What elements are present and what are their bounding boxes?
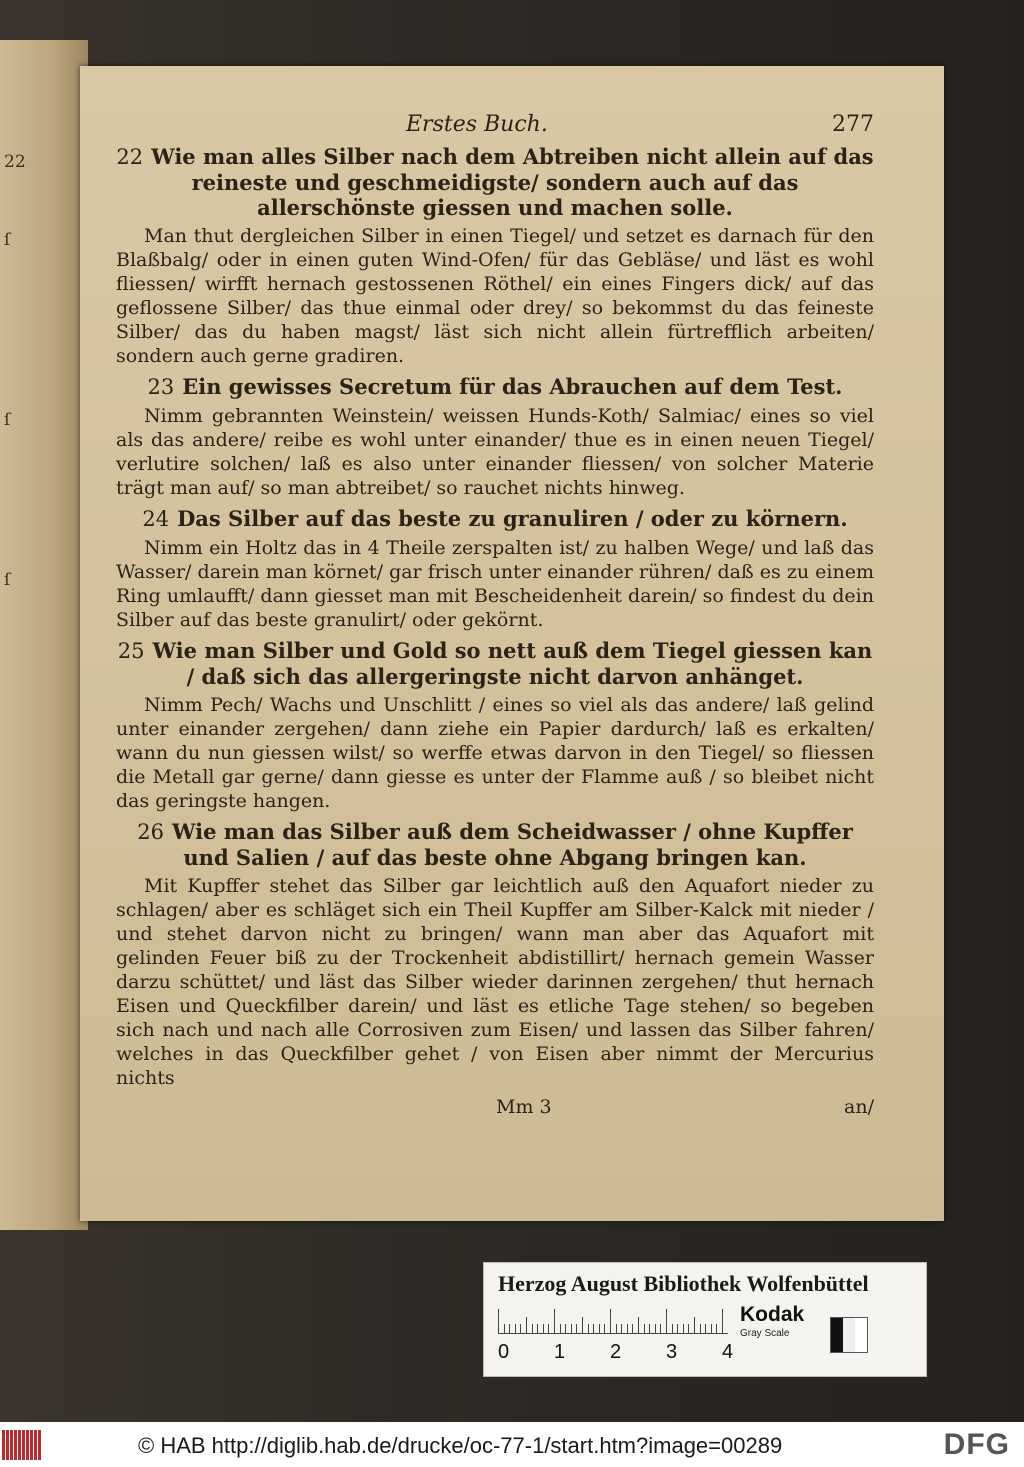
prev-page-fragment: ſ [4, 230, 11, 250]
ruler-label: 2 [610, 1341, 622, 1363]
ruler-tick [632, 1324, 633, 1333]
section-number: 25 [117, 639, 145, 663]
prev-page-fragment: ſ [4, 570, 11, 590]
ruler-tick [509, 1324, 510, 1333]
gray-swatch [843, 1318, 855, 1352]
ruler-tick [565, 1324, 566, 1333]
ruler-label: 3 [666, 1341, 678, 1363]
library-name: Herzog August Bibliothek Wolfenbüttel [498, 1271, 869, 1296]
ruler-labels [498, 1341, 738, 1365]
ruler-tick [677, 1324, 678, 1333]
section-text: Nimm ein Holtz das in 4 Theile zerspalten ist/ zu halben Wege/ und laß das Wasser/ darein man körnet/ gar frisch unter einander rühren/ daß es zu einem Ring umlaufft/ dann giesset man mit Bescheidenheit darein/ so findest du dein Silber auf das beste granulirt/ oder gekörnt. [116, 537, 874, 631]
ruler-tick [694, 1317, 695, 1333]
running-title: Erstes Buch. [406, 112, 548, 137]
ruler-tick [576, 1324, 577, 1333]
catchword: an/ [844, 1096, 874, 1118]
ruler-tick [655, 1324, 656, 1333]
section-title: Wie man Silber und Gold so nett auß dem Tiegel giessen kan / daß sich das allergeringste nicht darvon anhänget. [152, 638, 873, 689]
section-text: Man thut dergleichen Silber in einen Tiegel/ und setzet es darnach für den Blaßbalg/ oder in einen guten Wind-Ofen/ für das Gebläse/ und läst es wohl fliessen/ wirfft hernach gestossenen Röthel/ ein eines Fingers dick/ auf das geflossene Silber/ das thue einmal oder drey/ so bekommst du das feineste Silber/ das du haben magst/ läst sich nicht allein fürtrefflich arbeiten/ sondern auch gerne gradiren. [116, 225, 874, 367]
section-heading [116, 819, 874, 870]
previous-page-edge [0, 40, 88, 1230]
ruler-tick [610, 1309, 611, 1333]
section-heading [116, 638, 874, 689]
ruler-tick [560, 1324, 561, 1333]
section-number: 26 [137, 820, 164, 844]
section-body [116, 874, 874, 1090]
ruler-tick [571, 1324, 572, 1333]
ruler-tick [554, 1309, 555, 1333]
section-text: Nimm gebrannten Weinstein/ weissen Hunds-Koth/ Salmiac/ eines so viel als das andere/ reibe es wohl unter einander/ thue es in einen neuen Tiegel/ verlutire solchen/ laß es also unter einander fliessen/ von solcher Materie trägt man auf/ so man abtreibet/ so rauchet nichts hinweg. [116, 405, 874, 499]
ruler-tick [660, 1324, 661, 1333]
scale-ruler [498, 1307, 728, 1334]
ruler-tick [504, 1324, 505, 1333]
prev-page-fragment: 22 [4, 152, 26, 172]
ruler-tick [520, 1324, 521, 1333]
section-heading [116, 144, 874, 220]
footer-url[interactable]: © HAB http://diglib.hab.de/drucke/oc-77-1/start.htm?image=00289 [138, 1433, 783, 1458]
section-number: 24 [142, 507, 170, 531]
gray-scale-label: Gray Scale [740, 1328, 790, 1339]
ruler-tick [604, 1324, 605, 1333]
section-body [116, 693, 874, 813]
prev-page-fragment: ſ [4, 410, 11, 430]
ruler-tick [700, 1324, 701, 1333]
page-number: 277 [832, 112, 874, 137]
ruler-tick [588, 1324, 589, 1333]
ruler-label: 1 [554, 1341, 566, 1363]
ruler-tick [638, 1317, 639, 1333]
ruler-tick [683, 1324, 684, 1333]
gray-swatch-strip [830, 1317, 868, 1353]
section-body [116, 536, 874, 632]
ruler-tick [526, 1317, 527, 1333]
signature-mark: Mm 3 [496, 1096, 552, 1118]
kodak-logo: Kodak [740, 1303, 805, 1326]
ruler-tick [548, 1324, 549, 1333]
ruler-tick [582, 1317, 583, 1333]
ruler-tick [621, 1324, 622, 1333]
book-page [80, 66, 944, 1221]
section-text: Mit Kupffer stehet das Silber gar leichtlich auß den Aquafort nieder zu schlagen/ aber es schläget sich ein Theil Kupffer am Silber-Kalck mit nieder / und stehet darvon nicht zu bringen/ wann man aber das Aquafort mit gelinden Feuer biß zu der Trockenheit abdistillirt/ hernach gemein Wasser darzu schüttet/ und läst das Silber wieder darinnen zergehen/ thut hernach Eisen und Queckfilber darein/ und läst es etliche Tage stehen/ so begeben sich nach und nach alle Corrosiven zum Eisen/ und lassen das Silber fahren/ welches in das Queckfilber gehet / von Eisen aber nimmt der Mercurius nichts [116, 875, 874, 1089]
ruler-tick [498, 1309, 499, 1333]
ruler-tick [532, 1324, 533, 1333]
section-number: 22 [116, 145, 144, 169]
ruler-tick [537, 1324, 538, 1333]
ruler-tick [716, 1324, 717, 1333]
ruler-tick [672, 1324, 673, 1333]
ruler-tick [711, 1324, 712, 1333]
section-title: Wie man das Silber auß dem Scheidwasser / ohne Kupffer und Salien / auf das beste ohne Abgang bringen kan. [171, 819, 853, 870]
section-heading [116, 374, 874, 400]
ruler-tick [599, 1324, 600, 1333]
ruler-tick [705, 1324, 706, 1333]
section-body [116, 224, 874, 368]
section-text: Nimm Pech/ Wachs und Unschlitt / eines so viel als das andere/ laß gelind unter einander zergehen/ dann ziehe ein Papier dardurch/ laß es erkalten/ wann du nun giessen wilst/ so werffe etwas darvon in den Tiegel/ so fliessen die Metall gar gerne/ dann giesse es unter der Flamme auß / so bleibet nicht das geringste hangen. [116, 694, 874, 812]
hab-logo-icon [2, 1430, 42, 1460]
ruler-label: 4 [722, 1341, 734, 1363]
running-head [116, 106, 874, 140]
ruler-label: 0 [498, 1341, 510, 1363]
section-title: Wie man alles Silber nach dem Abtreiben nicht allein auf das reineste und geschmeidigste/ sondern auch auf das allerschönste giessen und machen solle. [151, 144, 874, 220]
gray-swatch [855, 1318, 867, 1352]
section-title: Das Silber auf das beste zu granuliren / oder zu körnern. [177, 506, 848, 531]
ruler-tick [515, 1324, 516, 1333]
ruler-tick [666, 1309, 667, 1333]
ruler-tick [722, 1309, 723, 1333]
ruler-tick [688, 1324, 689, 1333]
section-number: 23 [147, 375, 175, 399]
gray-swatch [831, 1318, 843, 1352]
section-heading [116, 506, 874, 532]
page-content [116, 106, 874, 1122]
dfg-logo: DFG [943, 1428, 1010, 1461]
ruler-tick [593, 1324, 594, 1333]
footer-bar [0, 1422, 1024, 1467]
section-body [116, 404, 874, 500]
ruler-tick [616, 1324, 617, 1333]
section-title: Ein gewisses Secretum für das Abrauchen auf dem Test. [182, 374, 843, 399]
library-color-card [483, 1262, 927, 1377]
ruler-tick [543, 1324, 544, 1333]
page-signature-line [116, 1096, 874, 1122]
ruler-tick [649, 1324, 650, 1333]
ruler-tick [644, 1324, 645, 1333]
ruler-tick [627, 1324, 628, 1333]
